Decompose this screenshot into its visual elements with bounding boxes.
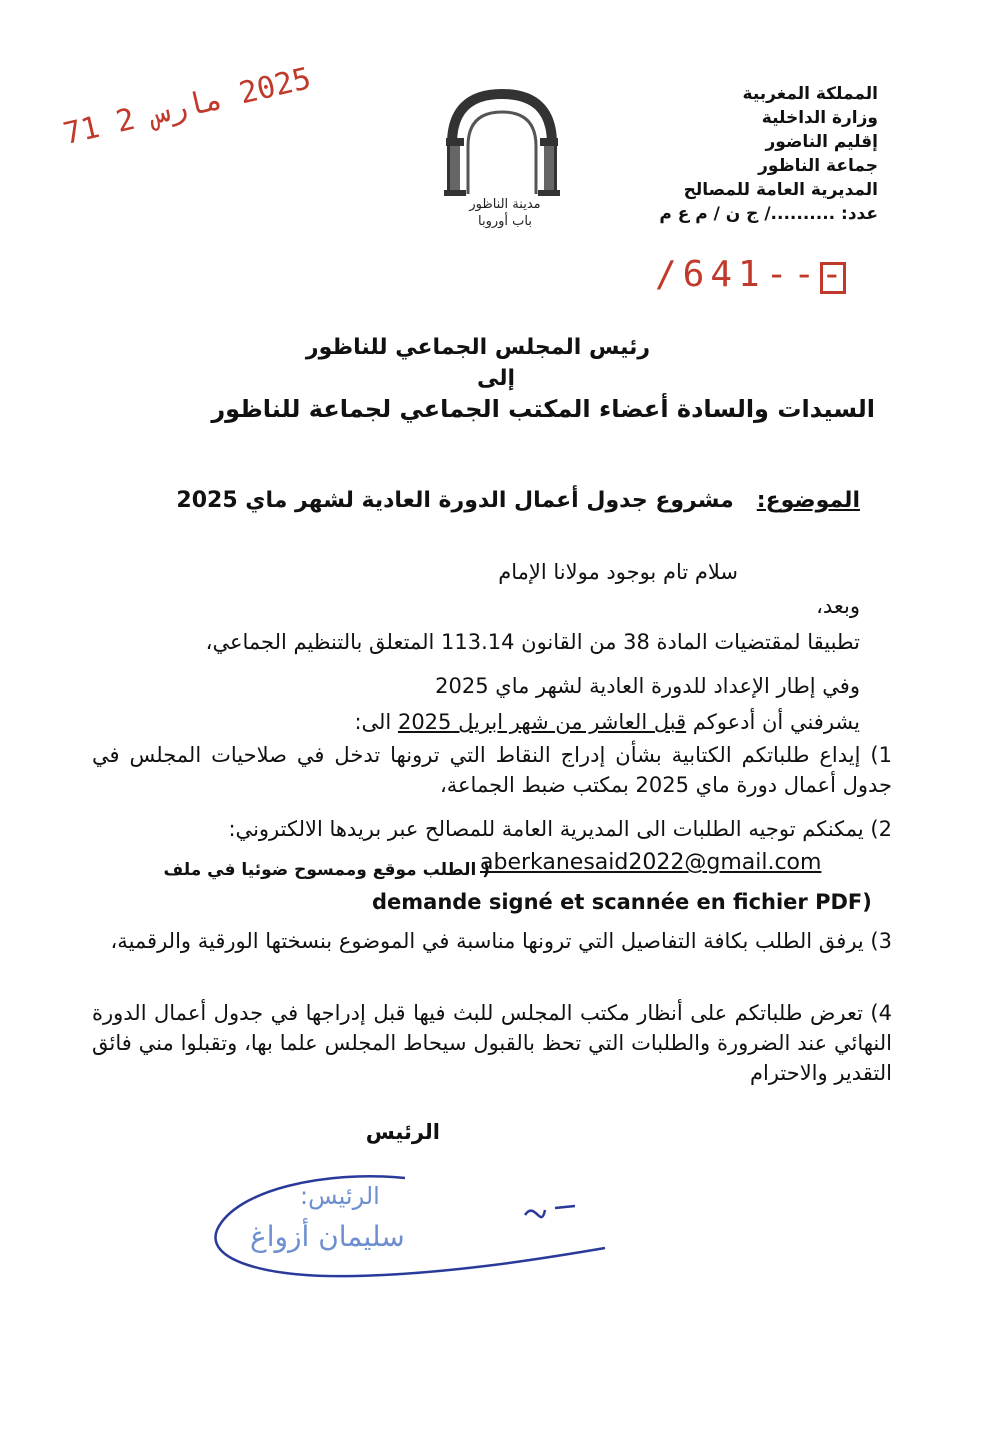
date-stamp: 2025 مارس 2 71: [60, 61, 315, 153]
signature-title: الرئيس:: [300, 1182, 380, 1210]
greeting: سلام تام بوجود مولانا الإمام: [498, 560, 738, 584]
letter-header: [548, 82, 878, 226]
paragraph-context: وفي إطار الإعداد للدورة العادية لشهر ماي 2025: [435, 674, 860, 698]
invitation-suffix: الى:: [354, 710, 398, 734]
sender: رئيس المجلس الجماعي للناظور: [305, 335, 650, 360]
signature-name: سليمان أزواغ: [250, 1220, 405, 1253]
subject-label: الموضوع:: [756, 488, 860, 513]
invitation-deadline: قبل العاشر من شهر ابريل 2025: [397, 710, 687, 734]
header-commune: جماعة الناظور: [758, 156, 878, 176]
paragraph-invitation: [354, 708, 860, 736]
registration-number-stamp: /641---: [655, 254, 849, 295]
invitation-prefix: يشرفني أن أدعوكم: [686, 710, 860, 734]
email-note-arabic: ( الطلب موقع وممسوح ضوئيا في ملف: [163, 860, 490, 880]
president-label: الرئيس: [365, 1120, 440, 1144]
wabad: وبعد،: [816, 594, 860, 618]
email-address[interactable]: aberkanesaid2022@gmail.com: [480, 850, 822, 875]
list-item: 2) يمكنكم توجيه الطلبات الى المديرية العامة للمصالح عبر بريدها الالكتروني:: [228, 817, 892, 841]
header-ministry: وزارة الداخلية: [761, 108, 878, 128]
paragraph-legal-basis: تطبيقا لمقتضيات المادة 38 من القانون 113.14 المتعلق بالتنظيم الجماعي،: [205, 630, 860, 654]
list-item: 1) إيداع طلباتكم الكتابية بشأن إدراج النقاط التي ترونها تدخل في صلاحيات المجلس في جدول أعمال دورة ماي 2025 بمكتب ضبط الجماعة،: [92, 743, 892, 797]
header-directorate: المديرية العامة للمصالح: [683, 180, 878, 200]
list-item: 4) تعرض طلباتكم على أنظار مكتب المجلس للبث فيها قبل إدراجها في جدول أعمال الدورة النهائي عند الضرورة والطلبات التي تحظ بالقبول سيحاط المجلس علما بها، وتقبلوا مني فائق التقدير والاحترام: [92, 1001, 892, 1085]
header-province: إقليم الناضور: [765, 132, 878, 152]
subject-text: مشروع جدول أعمال الدورة العادية لشهر ماي 2025: [176, 488, 734, 513]
to-label: إلى: [476, 366, 515, 391]
logo-caption-city: مدينة الناظور: [469, 197, 541, 212]
stamp-box: [820, 262, 846, 294]
recipients: السيدات والسادة أعضاء المكتب الجماعي لجماعة للناظور: [211, 395, 875, 423]
header-reference-number: عدد: ........../ ج ن / م ع م: [659, 204, 878, 224]
header-kingdom: المملكة المغربية: [742, 84, 878, 104]
list-item: 3) يرفق الطلب بكافة التفاصيل التي ترونها مناسبة في الموضوع بنسختها الورقية والرقمية،: [110, 929, 892, 953]
subject-line: [176, 488, 860, 513]
logo-caption-gate: باب أوروبا: [478, 214, 532, 229]
email-note-french: demande signé et scannée en fichier PDF): [372, 890, 872, 914]
